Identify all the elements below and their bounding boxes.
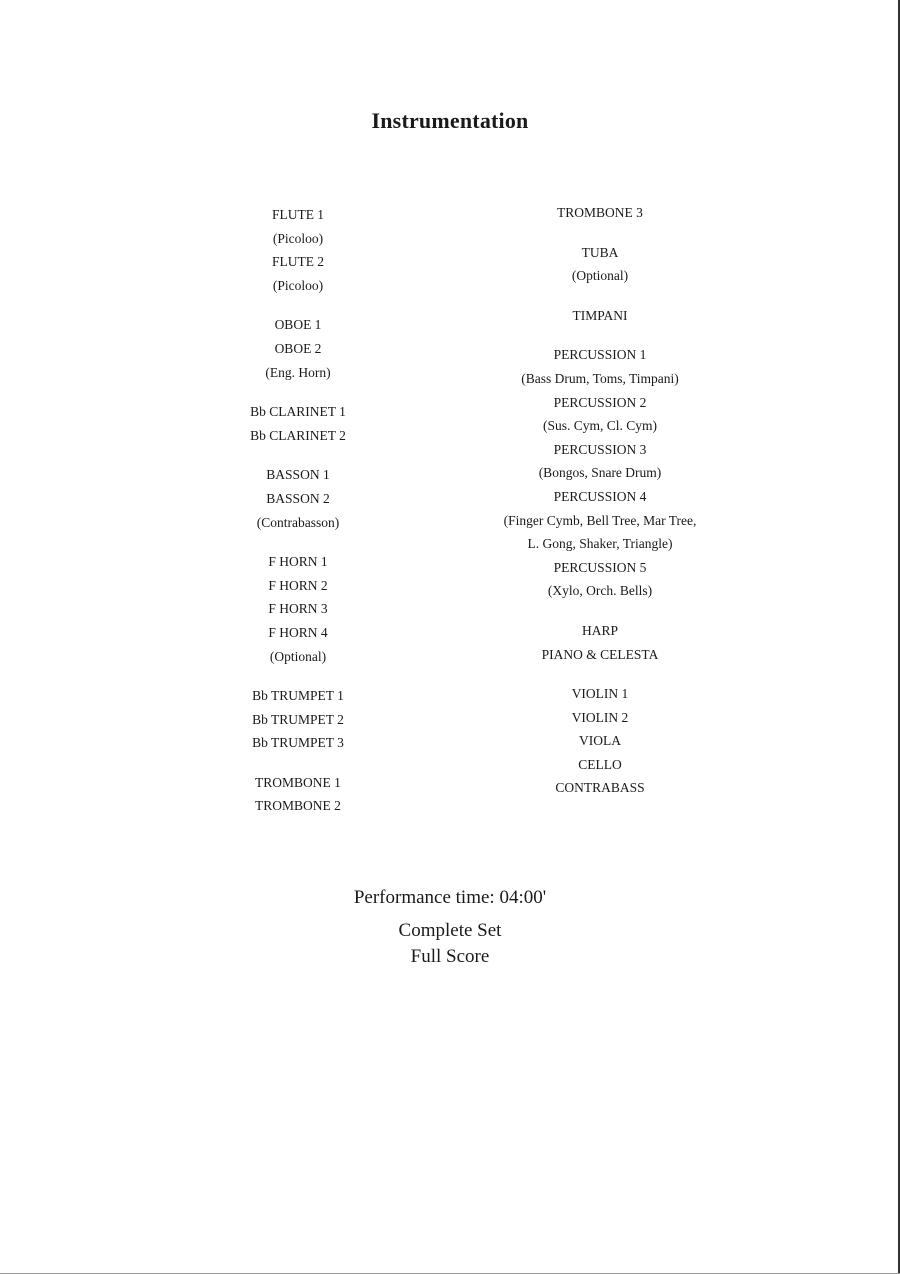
instrument-line: (Finger Cymb, Bell Tree, Mar Tree, (503, 512, 697, 528)
instrument-line: VIOLA (579, 733, 621, 749)
instrument-group-horns (198, 550, 398, 668)
instrument-line: FLUTE 1 (271, 207, 325, 222)
instrument-group-oboes (198, 313, 398, 384)
instrument-line: (Picoloo) (272, 277, 324, 293)
instrument-line: PERCUSSION 2 (553, 394, 647, 410)
instrument-line: PIANO & CELESTA (541, 646, 659, 662)
full-score-label: Full Score (410, 946, 490, 967)
instrument-line: CELLO (578, 756, 622, 772)
instrument-group-timpani (470, 304, 730, 328)
instrument-line: BASSON 2 (266, 490, 330, 506)
instrument-line: F HORN 4 (268, 624, 328, 640)
instrument-line: (Eng. Horn) (265, 364, 331, 380)
instrument-line: HARP (581, 622, 618, 638)
instrument-group-trumpets (198, 684, 398, 755)
instrument-group-strings (470, 682, 730, 800)
instrument-line: Bb TRUMPET 3 (252, 735, 344, 751)
instrument-line: CONTRABASS (555, 780, 645, 796)
instrument-line: (Bass Drum, Toms, Timpani) (521, 370, 679, 386)
instrument-group-percussion (470, 343, 730, 603)
instrument-line: TROMBONE 2 (255, 798, 341, 814)
instrument-group-tuba (470, 241, 730, 288)
instrument-line: Bb TRUMPET 1 (252, 688, 344, 704)
instrument-line: VIOLIN 2 (571, 709, 629, 725)
instrument-line: (Contrabasson) (256, 514, 340, 530)
instrument-line: (Sus. Cym, Cl. Cym) (542, 418, 658, 434)
instrument-line: VIOLIN 1 (571, 686, 629, 702)
instrument-line: PERCUSSION 4 (553, 488, 647, 504)
instrument-line: BASSON 1 (266, 467, 330, 483)
instrument-line: TIMPANI (572, 307, 628, 323)
instrument-line: (Optional) (269, 648, 327, 664)
instrument-group-trombone-3 (470, 201, 730, 225)
instrument-list-right (470, 201, 730, 816)
instrument-line: OBOE 2 (274, 340, 322, 356)
instrument-line: F HORN 1 (268, 554, 328, 570)
instrument-line: PERCUSSION 5 (553, 559, 647, 575)
instrument-line: Bb TRUMPET 2 (252, 711, 344, 727)
instrument-line: F HORN 2 (268, 577, 328, 593)
instrument-line: Bb CLARINET 2 (250, 427, 346, 443)
instrument-group-flutes (198, 203, 398, 297)
instrument-line: F HORN 3 (268, 601, 328, 617)
instrument-line: PERCUSSION 3 (553, 441, 647, 457)
instrument-line: PERCUSSION 1 (553, 347, 647, 363)
instrument-line: TUBA (581, 244, 619, 260)
instrument-line: (Picoloo) (272, 230, 324, 246)
page-title: Instrumentation (371, 108, 529, 133)
instrument-line: OBOE 1 (274, 317, 322, 333)
instrument-line: Bb CLARINET 1 (250, 404, 346, 420)
instrument-line: (Optional) (571, 268, 629, 284)
instrument-line: L. Gong, Shaker, Triangle) (527, 536, 673, 552)
instrument-group-trombones (198, 771, 398, 818)
instrument-line: (Bongos, Snare Drum) (538, 465, 662, 481)
instrument-line: TROMBONE 1 (255, 774, 341, 790)
instrument-line: TROMBONE 3 (557, 205, 643, 220)
instrument-group-keyboards (470, 619, 730, 666)
complete-set-label: Complete Set (398, 920, 502, 941)
performance-time: Performance time: 04:00' (353, 887, 547, 908)
instrument-line: (Xylo, Orch. Bells) (547, 583, 653, 599)
instrument-list-left (198, 203, 398, 834)
instrument-group-bassoons (198, 463, 398, 534)
footer-info (0, 887, 900, 970)
instrument-line: FLUTE 2 (271, 254, 325, 270)
instrument-group-clarinets (198, 400, 398, 447)
